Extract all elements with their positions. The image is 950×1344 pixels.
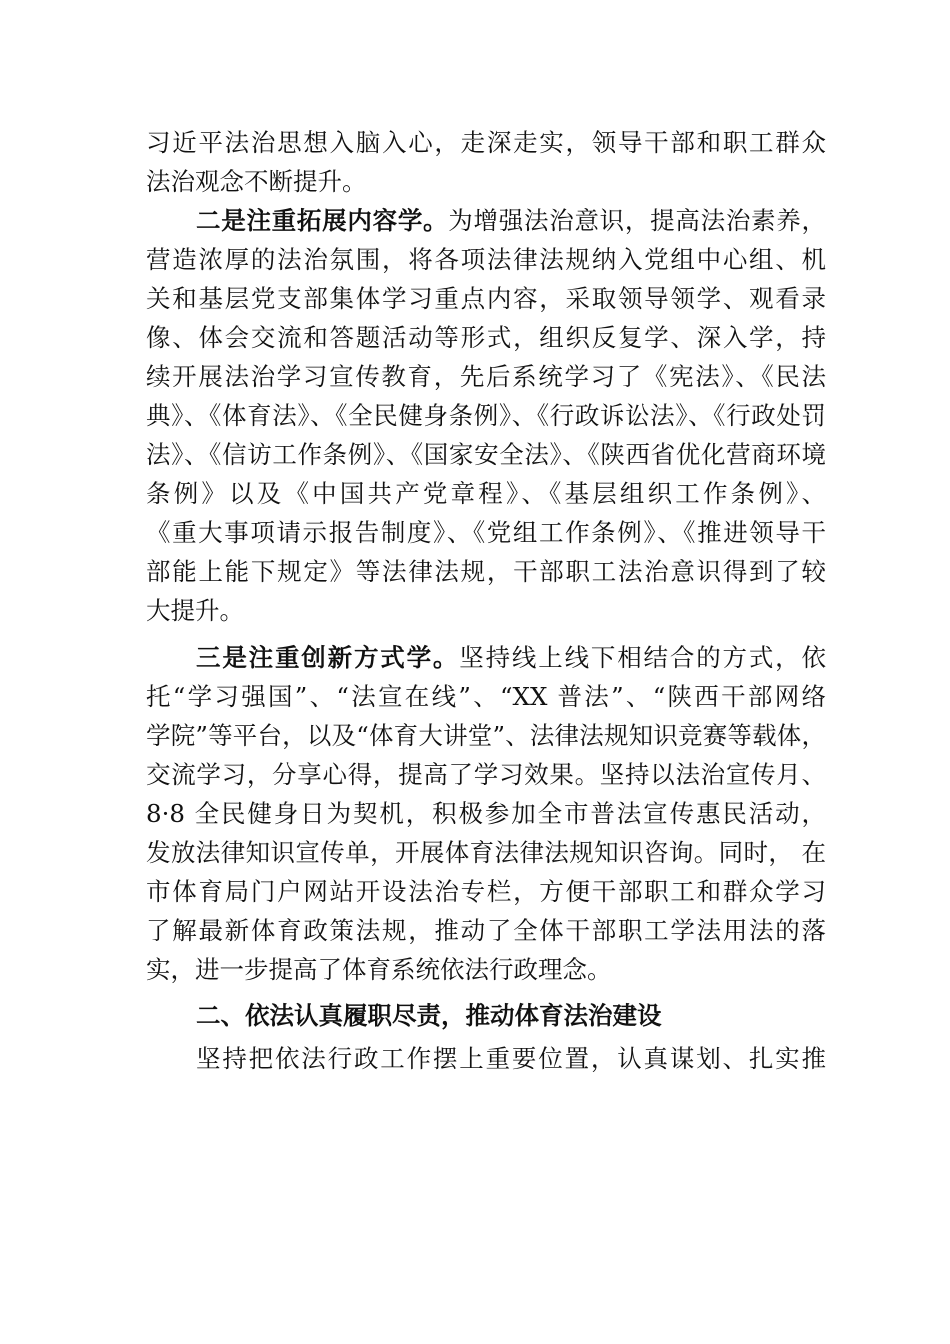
bold-lead-text: 二是注重拓展内容学。 — [196, 206, 449, 235]
paragraph-line: 营造浓厚的法治氛围，将各项法律法规纳入党组中心组、机 — [146, 245, 826, 274]
paragraph-line — [196, 639, 826, 677]
paragraph-line: 8·8 全民健身日为契机，积极参加全市普法宣传惠民活动， — [146, 799, 826, 828]
paragraph-text: 为增强法治意识，提高法治素养， — [448, 206, 827, 235]
paragraph-line: 大提升。 — [146, 596, 244, 625]
paragraph-line: 学院”等平台，以及“体育大讲堂”、法律法规知识竞赛等载体， — [146, 721, 826, 750]
paragraph-line: 部能上能下规定》等法律法规，干部职工法治意识得到了较 — [146, 557, 826, 586]
paragraph-line: 条例》以及《中国共产党章程》、《基层组织工作条例》、 — [146, 479, 826, 508]
paragraph-line: 续开展法治学习宣传教育，先后系统学习了《宪法》、《民法 — [146, 362, 826, 391]
paragraph-line: 实，进一步提高了体育系统依法行政理念。 — [146, 955, 612, 984]
paragraph-line: 法》、《信访工作条例》、《国家安全法》、《陕西省优化营商环境 — [146, 440, 826, 469]
paragraph-line — [196, 202, 826, 240]
paragraph-line: 像、体会交流和答题活动等形式，组织反复学、深入学，持 — [146, 323, 826, 352]
paragraph-line: 坚持把依法行政工作摆上重要位置，认真谋划、扎实推 — [196, 1044, 826, 1073]
paragraph-line: 交流学习，分享心得，提高了学习效果。坚持以法治宣传月、 — [146, 760, 826, 789]
paragraph-line: 典》、《体育法》、《全民健身条例》、《行政诉讼法》、《行政处罚 — [146, 401, 826, 430]
paragraph-line: 习近平法治思想入脑入心，走深走实，领导干部和职工群众 — [146, 128, 826, 157]
bold-lead-text: 三是注重创新方式学。 — [196, 643, 460, 672]
paragraph-line: 关和基层党支部集体学习重点内容，采取领导领学、观看录 — [146, 284, 826, 313]
paragraph-line: 《重大事项请示报告制度》、《党组工作条例》、《推进领导干 — [146, 518, 826, 547]
paragraph-line: 发放法律知识宣传单，开展体育法律法规知识咨询。同时， 在 — [146, 838, 826, 867]
paragraph-line: 了解最新体育政策法规，推动了全体干部职工学法用法的落 — [146, 916, 826, 945]
paragraph-line: 法治观念不断提升。 — [146, 167, 367, 196]
paragraph-line: 托“学习强国”、“法宣在线”、“XX 普法”、“陕西干部网络 — [146, 682, 826, 711]
section-heading: 二、依法认真履职尽责，推动体育法治建设 — [196, 1001, 662, 1030]
paragraph-line: 市体育局门户网站开设法治专栏，方便干部职工和群众学习 — [146, 877, 826, 906]
paragraph-text: 坚持线上线下相结合的方式，依 — [459, 643, 827, 672]
